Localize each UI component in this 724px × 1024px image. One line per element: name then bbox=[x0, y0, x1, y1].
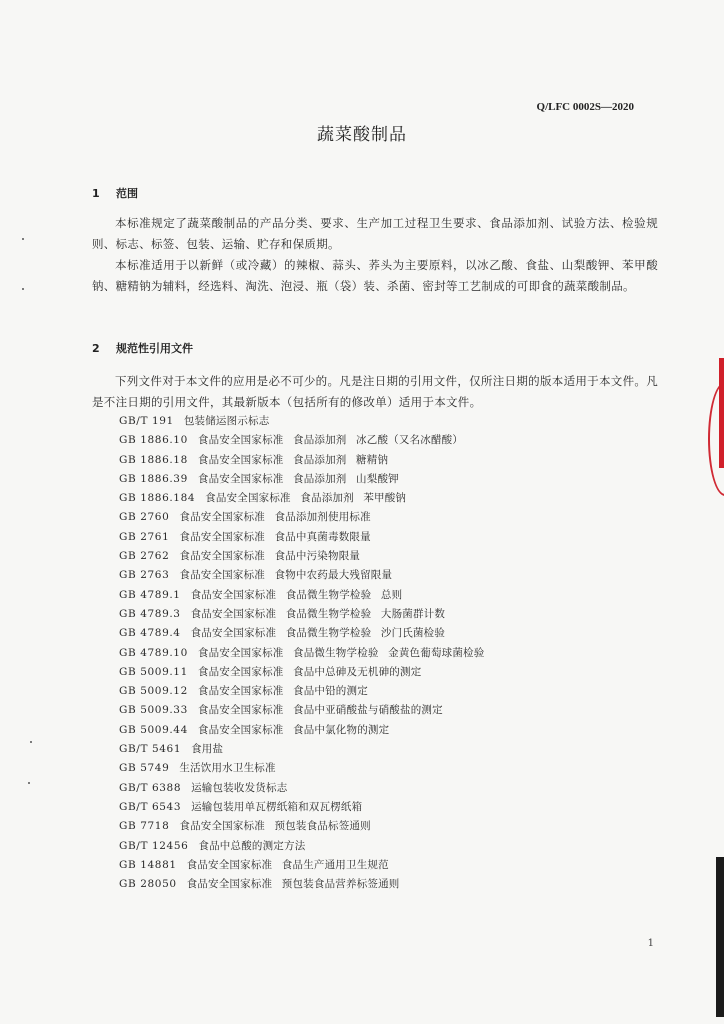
scan-edge-shadow bbox=[716, 857, 724, 1017]
reference-item bbox=[119, 682, 484, 701]
reference-title: 食品安全国家标准 食品微生物学检验 总则 bbox=[190, 588, 403, 601]
reference-item bbox=[119, 412, 484, 431]
reference-title: 食品安全国家标准 食品添加剂使用标准 bbox=[179, 511, 371, 524]
reference-code: GB 4789.4 bbox=[119, 627, 181, 640]
reference-code: GB/T 12456 bbox=[119, 839, 189, 852]
reference-title: 食品安全国家标准 食品中真菌毒数限量 bbox=[179, 530, 371, 543]
reference-title: 食品安全国家标准 食品添加剂 糖精钠 bbox=[197, 453, 389, 466]
reference-item bbox=[119, 875, 484, 894]
reference-title: 食品安全国家标准 食品中亚硝酸盐与硝酸盐的测定 bbox=[197, 704, 443, 717]
reference-code: GB 2760 bbox=[119, 511, 170, 524]
reference-title: 食品安全国家标准 食品添加剂 山梨酸钾 bbox=[197, 472, 399, 485]
reference-item bbox=[119, 779, 484, 798]
reference-code: GB 1886.10 bbox=[119, 434, 188, 447]
scan-dust-mark bbox=[30, 741, 32, 743]
section-title: 规范性引用文件 bbox=[116, 342, 193, 355]
reference-item bbox=[119, 663, 484, 682]
reference-code: GB 14881 bbox=[119, 858, 177, 871]
reference-title: 运输包装用单瓦楞纸箱和双瓦楞纸箱 bbox=[191, 800, 363, 813]
section-number: 1 bbox=[92, 187, 100, 200]
reference-item bbox=[119, 566, 484, 585]
edge-stamp-mark bbox=[719, 358, 724, 468]
reference-title: 包装储运图示标志 bbox=[183, 415, 270, 427]
page-number: 1 bbox=[647, 938, 654, 949]
reference-item bbox=[119, 837, 484, 856]
reference-title: 食品安全国家标准 食品微生物学检验 沙门氏菌检验 bbox=[190, 627, 446, 640]
reference-code: GB 1886.184 bbox=[119, 492, 196, 505]
reference-item bbox=[119, 547, 484, 566]
reference-code: GB 7718 bbox=[119, 820, 170, 833]
reference-code: GB 4789.10 bbox=[119, 646, 188, 659]
reference-item bbox=[119, 451, 484, 470]
reference-item bbox=[119, 856, 484, 875]
reference-title: 食品安全国家标准 预包装食品标签通则 bbox=[179, 820, 371, 833]
reference-code: GB 4789.1 bbox=[119, 588, 181, 601]
reference-item bbox=[119, 721, 484, 740]
section-heading-scope bbox=[92, 185, 138, 201]
reference-item bbox=[119, 489, 484, 508]
section-heading-references bbox=[92, 340, 193, 356]
reference-item bbox=[119, 644, 484, 663]
reference-item bbox=[119, 605, 484, 624]
reference-item bbox=[119, 701, 484, 720]
reference-title: 食品安全国家标准 食品中氯化物的测定 bbox=[197, 723, 390, 736]
reference-title: 食品安全国家标准 食品中污染物限量 bbox=[179, 550, 361, 563]
reference-title: 食品安全国家标准 食品添加剂 苯甲酸钠 bbox=[205, 492, 407, 505]
reference-title: 生活饮用水卫生标准 bbox=[179, 762, 276, 775]
scan-dust-mark bbox=[22, 238, 24, 240]
reference-code: GB 28050 bbox=[119, 878, 177, 891]
reference-code: GB 2763 bbox=[119, 569, 170, 582]
reference-list bbox=[119, 412, 484, 894]
scan-dust-mark bbox=[22, 288, 24, 290]
document-title: 蔬菜酸制品 bbox=[317, 125, 407, 145]
reference-code: GB 1886.39 bbox=[119, 472, 188, 485]
reference-item bbox=[119, 798, 484, 817]
reference-code: GB 2762 bbox=[119, 550, 170, 563]
reference-title: 食品安全国家标准 预包装食品营养标签通则 bbox=[186, 878, 400, 891]
reference-code: GB 5009.44 bbox=[119, 723, 188, 736]
standard-code: Q/LFC 0002S—2020 bbox=[536, 101, 634, 113]
section-title: 范围 bbox=[116, 187, 138, 200]
reference-title: 食品中总酸的测定方法 bbox=[198, 839, 306, 852]
reference-title: 食品安全国家标准 食物中农药最大残留限量 bbox=[179, 569, 393, 582]
reference-code: GB/T 6388 bbox=[119, 781, 182, 794]
reference-code: GB/T 191 bbox=[119, 415, 174, 427]
reference-title: 食品安全国家标准 食品微生物学检验 金黄色葡萄球菌检验 bbox=[197, 646, 485, 659]
section-number: 2 bbox=[92, 342, 100, 355]
reference-title: 运输包装收发货标志 bbox=[191, 781, 288, 794]
reference-code: GB/T 5461 bbox=[119, 743, 182, 756]
reference-item bbox=[119, 586, 484, 605]
reference-title: 食品安全国家标准 食品添加剂 冰乙酸（又名冰醋酸） bbox=[197, 434, 464, 447]
reference-code: GB 5009.11 bbox=[119, 665, 188, 678]
reference-item bbox=[119, 431, 484, 450]
reference-title: 食品安全国家标准 食品中铅的测定 bbox=[197, 685, 368, 698]
reference-code: GB 5009.12 bbox=[119, 685, 188, 698]
reference-code: GB 5749 bbox=[119, 762, 170, 775]
reference-code: GB 5009.33 bbox=[119, 704, 188, 717]
reference-code: GB 4789.3 bbox=[119, 607, 181, 620]
reference-title: 食用盐 bbox=[191, 743, 224, 756]
reference-item bbox=[119, 759, 484, 778]
reference-item bbox=[119, 508, 484, 527]
reference-code: GB 1886.18 bbox=[119, 453, 188, 466]
references-intro-paragraph: 下列文件对于本文件的应用是必不可少的。凡是注日期的引用文件，仅所注日期的版本适用于本文件。凡是不注日期的引用文件，其最新版本（包括所有的修改单）适用于本文件。 bbox=[92, 374, 658, 409]
reference-item bbox=[119, 817, 484, 836]
scan-dust-mark bbox=[28, 782, 30, 784]
reference-item bbox=[119, 740, 484, 759]
scope-paragraph-2: 本标准适用于以新鲜（或冷藏）的辣椒、蒜头、荞头为主要原料，以冰乙酸、食盐、山梨酸钾、苯甲酸钠、糖精钠为辅料，经选料、淘洗、泡浸、瓶（袋）装、杀菌、密封等工艺制成的可即食的蔬菜酸制品。 bbox=[92, 258, 658, 293]
reference-title: 食品安全国家标准 食品中总砷及无机砷的测定 bbox=[197, 665, 422, 678]
reference-item bbox=[119, 624, 484, 643]
reference-item bbox=[119, 470, 484, 489]
reference-item bbox=[119, 528, 484, 547]
scope-paragraph-1: 本标准规定了蔬菜酸制品的产品分类、要求、生产加工过程卫生要求、食品添加剂、试验方法、检验规则、标志、标签、包装、运输、贮存和保质期。 bbox=[92, 216, 658, 251]
reference-code: GB/T 6543 bbox=[119, 800, 182, 813]
reference-code: GB 2761 bbox=[119, 530, 170, 543]
reference-title: 食品安全国家标准 食品微生物学检验 大肠菌群计数 bbox=[190, 607, 446, 620]
reference-title: 食品安全国家标准 食品生产通用卫生规范 bbox=[186, 858, 389, 871]
